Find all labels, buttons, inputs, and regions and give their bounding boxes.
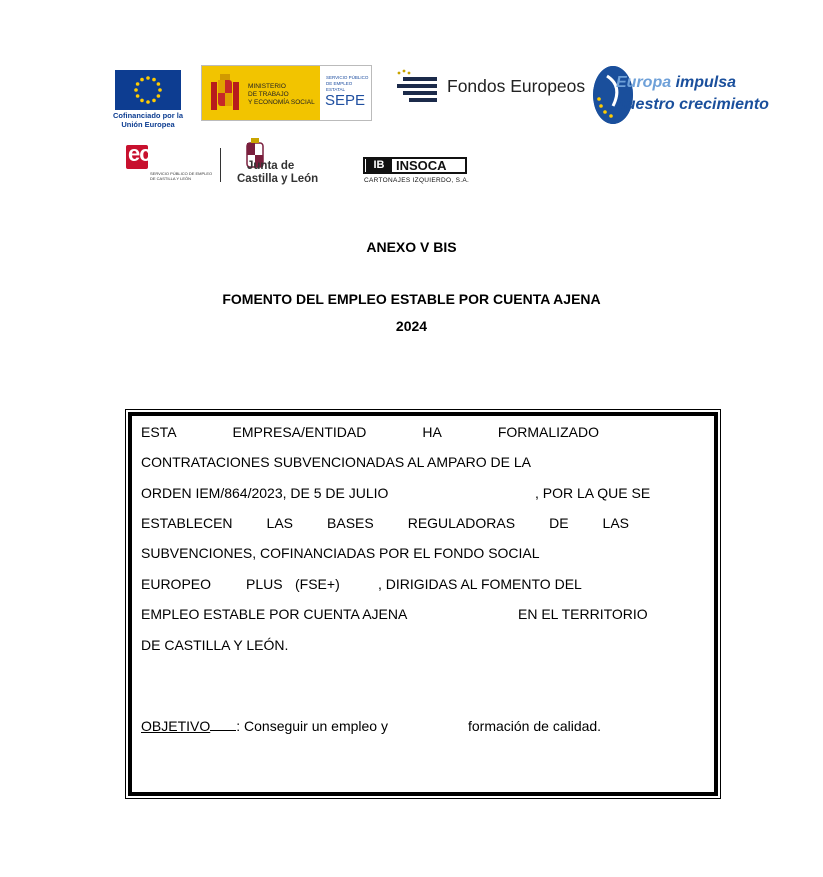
box-line-3b: , POR LA QUE SE — [535, 485, 651, 501]
insoca-mark: IB — [366, 159, 392, 172]
sepe-small2: DE EMPLEO ESTATAL — [326, 81, 353, 92]
main-title: FOMENTO DEL EMPLEO ESTABLE POR CUENTA AJENA — [222, 291, 601, 307]
box-line-6b: PLUS — [246, 576, 283, 592]
year: 2024 — [395, 318, 428, 334]
box-line-4 — [141, 515, 665, 531]
ecyl-sub2: DE CASTILLA Y LEÓN — [150, 176, 191, 181]
box-word: FORMALIZADO — [497, 424, 599, 440]
box-line-6d: , DIRIGIDAS AL FOMENTO DEL — [378, 576, 582, 592]
sepe-label: SEPE — [325, 92, 366, 109]
box-word: DE — [549, 515, 569, 531]
europa-impulsa-logo — [616, 72, 769, 116]
box-word: REGULADORAS — [407, 515, 516, 531]
box-word: ESTA — [141, 424, 177, 440]
ministerio-line3: Y ECONOMÍA SOCIAL — [248, 99, 315, 106]
sepe-small1: SERVICIO PÚBLICO — [326, 75, 369, 80]
box-word: EMPRESA/ENTIDAD — [232, 424, 367, 440]
ecyl-sub1: SERVICIO PÚBLICO DE EMPLEO — [150, 171, 213, 176]
impulsa-word: impulsa — [675, 74, 737, 91]
objetivo-label: OBJETIVO — [141, 718, 211, 734]
fondos-europeos-flag-icon — [395, 69, 441, 105]
box-line-2: CONTRATACIONES SUBVENCIONADAS AL AMPARO DE LA — [141, 454, 532, 470]
box-word: LAS — [602, 515, 629, 531]
box-line-3a: ORDEN IEM/864/2023, DE 5 DE JULIO — [141, 485, 389, 501]
box-word: LAS — [266, 515, 294, 531]
eu-flag-icon — [115, 70, 181, 110]
eu-caption: Cofinanciado por la Unión Europea — [112, 111, 183, 129]
sepe-logo — [320, 66, 371, 120]
insoca-logo-icon — [363, 155, 469, 187]
insoca-sub: CARTONAJES IZQUIERDO, S.A. — [364, 177, 470, 184]
objetivo-text: : Conseguir un empleo y — [236, 718, 388, 734]
box-line-1 — [141, 424, 665, 440]
europa-word: Europa — [616, 74, 672, 91]
ministerio-line1: MINISTERIO — [248, 83, 286, 90]
fondos-europeos-label: Fondos Europeos — [447, 76, 586, 96]
box-line-6a: EUROPEO — [141, 576, 212, 592]
box-word: HA — [422, 424, 442, 440]
insoca-label: INSOCA — [396, 158, 447, 173]
box-line-7a: EMPLEO ESTABLE POR CUENTA AJENA — [141, 606, 408, 622]
box-word: ESTABLECEN — [141, 515, 233, 531]
spain-coat-of-arms-icon — [208, 72, 242, 114]
ecyl-logo — [126, 141, 213, 185]
box-line-7b: EN EL TERRITORIO — [518, 606, 648, 622]
objetivo-text-2: formación de calidad. — [468, 718, 602, 734]
box-line-8: DE CASTILLA Y LEÓN. — [141, 637, 289, 653]
jcyl-line1: Junta de — [247, 160, 295, 172]
jcyl-logo — [237, 137, 322, 187]
europa-line2: nuestro crecimiento — [616, 96, 769, 113]
jcyl-line2: Castilla y León — [237, 173, 319, 185]
box-line-5: SUBVENCIONES, COFINANCIADAS POR EL FONDO SOCIAL — [141, 545, 540, 561]
logo-divider — [220, 148, 221, 182]
box-line-6c: (FSE+) — [295, 576, 340, 592]
ecyl-label: ecyl — [128, 141, 167, 166]
objetivo-line — [141, 718, 388, 734]
annex-title: ANEXO V BIS — [366, 239, 457, 255]
box-word: BASES — [327, 515, 374, 531]
ministerio-line2: DE TRABAJO — [248, 91, 289, 98]
